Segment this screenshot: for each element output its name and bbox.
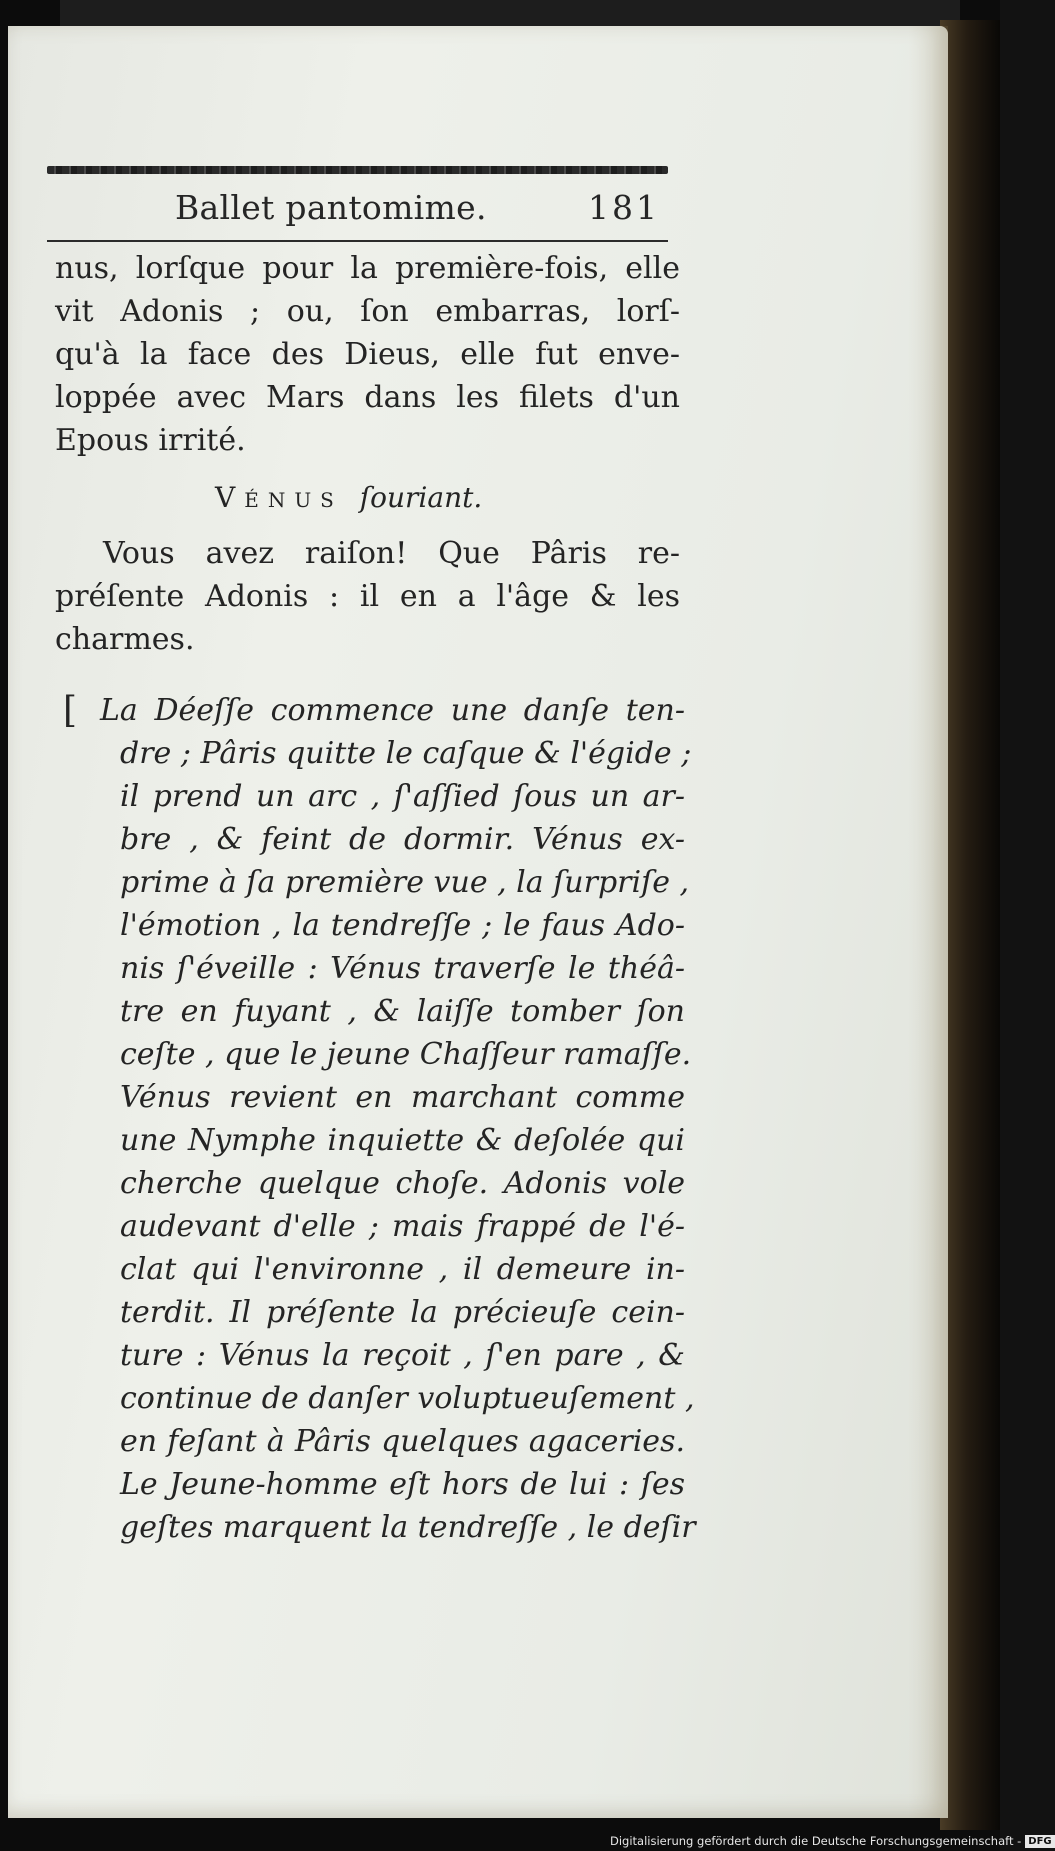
stage-direction-inline: ſouriant. xyxy=(359,481,483,514)
running-head xyxy=(47,183,668,233)
speech-line: charmes. xyxy=(55,622,195,657)
stage-direction-line: Vénus revient en marchant comme xyxy=(120,1080,685,1115)
header-ornamental-rule xyxy=(47,166,668,174)
digitization-credit xyxy=(610,1832,1055,1851)
text-line: Epous irrité. xyxy=(55,423,246,458)
text-line: nus, lorſque pour la première-fois, elle xyxy=(55,251,680,286)
dfg-logo: DFG xyxy=(1025,1835,1054,1848)
speaker-heading xyxy=(215,477,482,519)
stage-direction-line: dre ; Pâris quitte le caſque & l'égide ; xyxy=(120,736,692,771)
stage-direction-line: geſtes marquent la tendreſſe , le deſir xyxy=(120,1510,696,1545)
header-rule xyxy=(47,240,668,242)
stage-direction-line: clat qui l'environne , il demeure in- xyxy=(120,1252,685,1287)
text-line: qu'à la face des Dieus, elle fut enve- xyxy=(55,337,680,372)
stage-direction-line: prime à ſa première vue , la ſurpriſe , xyxy=(120,865,690,900)
stage-direction-line: continue de danſer voluptueuſement , xyxy=(120,1381,695,1416)
stage-direction-line: cherche quelque choſe. Adonis vole xyxy=(120,1166,685,1201)
text-line: vit Adonis ; ou, ſon embarras, lorſ- xyxy=(55,294,680,329)
speech-line: préſente Adonis : il en a l'âge & les xyxy=(55,579,680,614)
stage-direction-line: il prend un arc , ſ'aſſied ſous un ar- xyxy=(120,779,685,814)
stage-direction-line: La Déeſſe commence une danſe ten- xyxy=(100,693,685,728)
stage-direction-line: audevant d'elle ; mais frappé de l'é- xyxy=(120,1209,685,1244)
stage-direction-line: l'émotion , la tendreſſe ; le faus Ado- xyxy=(120,908,685,943)
text-line: loppée avec Mars dans les filets d'un xyxy=(55,380,680,415)
stage-direction-bracket: [ xyxy=(63,690,78,731)
stage-direction-line: Le Jeune-homme eſt hors de lui : ſes xyxy=(120,1467,685,1502)
page-number: 181 xyxy=(588,188,660,227)
scan-top-edge xyxy=(60,0,960,28)
stage-direction-line: tre en fuyant , & laiſſe tomber ſon xyxy=(120,994,685,1029)
running-title: Ballet pantomime. xyxy=(175,188,487,227)
speech-line: Vous avez raiſon! Que Pâris re- xyxy=(103,536,680,571)
book-edge xyxy=(940,20,1000,1830)
stage-direction-line: nis ſ'éveille : Vénus traverſe le théâ- xyxy=(120,951,685,986)
stage-direction-line: bre , & feint de dormir. Vénus ex- xyxy=(120,822,685,857)
stage-direction-line: ceſte , que le jeune Chaſſeur ramaſſe. xyxy=(120,1037,692,1072)
speaker-name: Vénus xyxy=(215,481,343,514)
stage-direction-line: terdit. Il préſente la précieuſe cein- xyxy=(120,1295,685,1330)
stage-direction-line: en feſant à Pâris quelques agaceries. xyxy=(120,1424,685,1459)
stage-direction-line: ture : Vénus la reçoit , ſ'en pare , & xyxy=(120,1338,685,1373)
credit-text: Digitalisierung gefördert durch die Deutsche Forschungsgemeinschaft - xyxy=(610,1834,1022,1848)
stage-direction-line: une Nymphe inquiette & deſolée qui xyxy=(120,1123,685,1158)
